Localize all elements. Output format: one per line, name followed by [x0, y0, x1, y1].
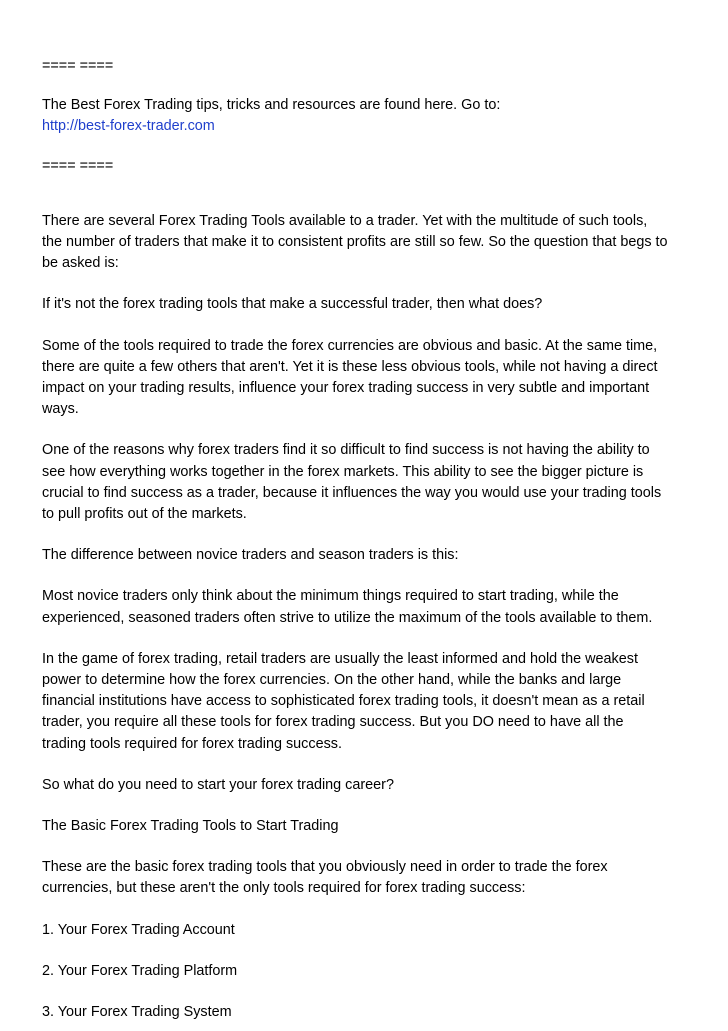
spacer: [42, 316, 702, 336]
paragraph-line: The Basic Forex Trading Tools to Start Trading: [42, 818, 339, 835]
intro-text: The Best Forex Trading tips, tricks and resources are found here. Go to:: [42, 97, 501, 114]
paragraph-line: power to determine how the forex currencies. On the other hand, while the banks and large: [42, 672, 622, 689]
spacer: [42, 525, 702, 545]
paragraph-line: One of the reasons why forex traders find it so difficult to find success is not having the ability to: [42, 442, 650, 459]
paragraph-line: crucial to find success as a trader, because it influences the way you would use your trading tools: [42, 484, 662, 501]
paragraph-line: see how everything works together in the forex markets. This ability to see the bigger picture is: [42, 463, 644, 480]
paragraph-line: Some of the tools required to trade the forex currencies are obvious and basic. At the same time,: [42, 337, 658, 354]
article-paragraph: [42, 816, 702, 837]
spacer: [42, 900, 702, 920]
paragraph-line: If it's not the forex trading tools that make a successful trader, then what does?: [42, 296, 543, 313]
paragraph-line: So what do you need to start your forex trading career?: [42, 776, 394, 793]
article-paragraph: [42, 545, 702, 566]
spacer: [42, 138, 702, 156]
paragraph-line: In the game of forex trading, retail traders are usually the least informed and hold the weakest: [42, 650, 638, 667]
spacer: [42, 566, 702, 586]
spacer: [42, 420, 702, 440]
article-paragraph: [42, 649, 702, 755]
separator-top: ==== ====: [42, 58, 114, 74]
article-paragraph: [42, 961, 702, 982]
spacer: [42, 982, 702, 1002]
paragraph-line: experienced, seasoned traders often strive to utilize the maximum of the tools available to them.: [42, 609, 653, 626]
article-paragraph: [42, 1002, 702, 1023]
article-body: [42, 211, 702, 1023]
paragraph-line: The difference between novice traders and season traders is this:: [42, 547, 459, 564]
paragraph-line: There are several Forex Trading Tools available to a trader. Yet with the multitude of such tools,: [42, 212, 648, 229]
spacer: [42, 77, 702, 95]
separator-bottom: ==== ====: [42, 157, 114, 174]
paragraph-line: currencies, but these aren't the only tools required for forex trading success:: [42, 880, 526, 897]
document-page: [42, 56, 702, 1023]
resource-link-line: [42, 116, 702, 137]
paragraph-line: to pull profits out of the markets.: [42, 506, 247, 523]
article-paragraph: [42, 211, 702, 275]
article-paragraph: [42, 857, 702, 899]
paragraph-line: trader, you require all these tools for forex trading success. But you DO need to have all the: [42, 714, 624, 731]
article-paragraph: [42, 920, 702, 941]
article-paragraph: [42, 336, 702, 421]
spacer: [42, 755, 702, 775]
paragraph-line: financial institutions have access to sophisticated forex trading tools, it doesn't mean as a retail: [42, 693, 645, 710]
paragraph-line: trading tools required for forex trading success.: [42, 735, 342, 752]
paragraph-line: the number of traders that make it to consistent profits are still so few. So the question that begs to: [42, 234, 668, 251]
paragraph-line: Most novice traders only think about the minimum things required to start trading, while the: [42, 588, 619, 605]
spacer: [42, 274, 702, 294]
spacer: [42, 629, 702, 649]
article-paragraph: [42, 294, 702, 315]
paragraph-line: 3. Your Forex Trading System: [42, 1004, 232, 1021]
resource-link[interactable]: http://best-forex-trader.com: [42, 118, 215, 135]
paragraph-line: These are the basic forex trading tools that you obviously need in order to trade the forex: [42, 859, 608, 876]
paragraph-line: there are quite a few others that aren't. Yet it is these less obvious tools, while not having a direct: [42, 358, 658, 375]
article-paragraph: [42, 775, 702, 796]
paragraph-line: 1. Your Forex Trading Account: [42, 921, 235, 938]
article-paragraph: [42, 586, 702, 628]
article-paragraph: [42, 440, 702, 525]
paragraph-line: 2. Your Forex Trading Platform: [42, 962, 238, 979]
paragraph-line: be asked is:: [42, 255, 119, 272]
paragraph-line: ways.: [42, 401, 79, 418]
spacer: [42, 177, 702, 211]
spacer: [42, 796, 702, 816]
paragraph-line: impact on your trading results, influence your forex trading success in very subtle and important: [42, 380, 650, 397]
spacer: [42, 941, 702, 961]
spacer: [42, 837, 702, 857]
